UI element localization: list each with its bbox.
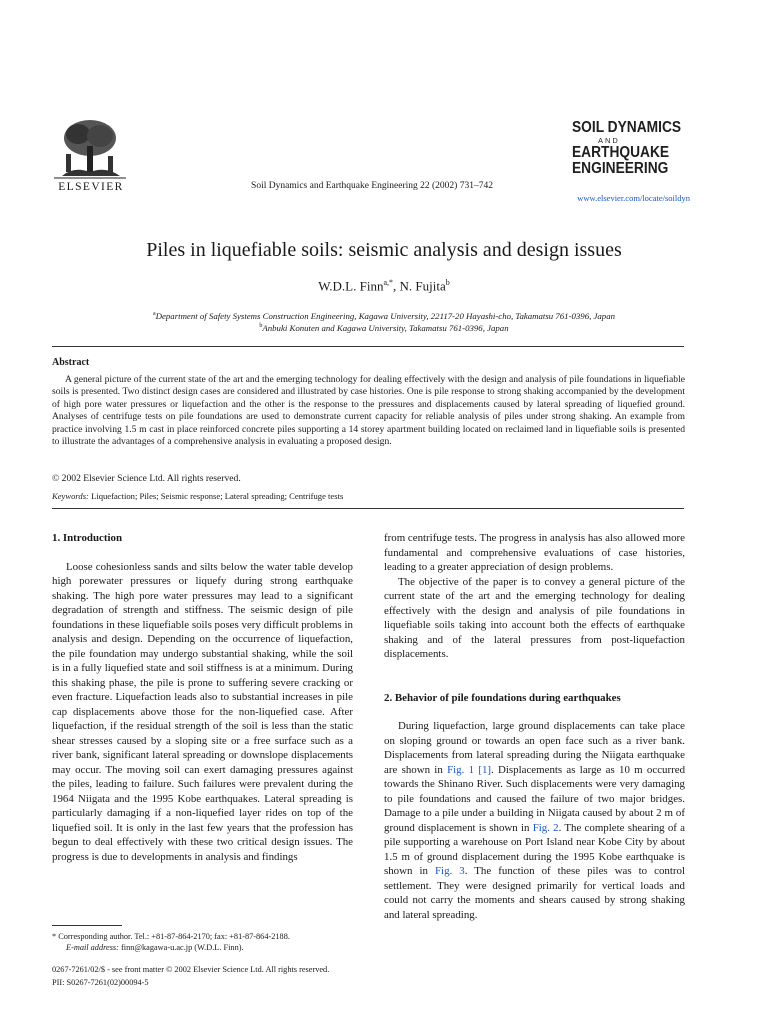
keywords-label: Keywords:	[52, 491, 89, 501]
author-2-sup: b	[445, 278, 450, 287]
author-2: N. Fujita	[399, 278, 446, 294]
fig-1-link[interactable]: Fig. 1 [1]	[447, 763, 492, 776]
footnote-corresponding	[52, 931, 372, 942]
left-column	[52, 531, 353, 864]
abstract-bottom-rule	[52, 508, 684, 509]
abstract-copyright: © 2002 Elsevier Science Ltd. All rights reserved.	[52, 473, 241, 484]
journal-url-link[interactable]: www.elsevier.com/locate/soildyn	[577, 193, 690, 203]
journal-logo-line-2: AND	[598, 136, 620, 145]
affiliation-a	[0, 311, 768, 321]
footnote-email-label: E-mail address:	[66, 943, 119, 952]
paper-title: Piles in liquefiable soils: seismic analysis and design issues	[146, 239, 622, 261]
journal-logo	[572, 120, 682, 177]
fig-2-link[interactable]: Fig. 2	[532, 821, 559, 834]
publisher-name: ELSEVIER	[58, 181, 124, 193]
author-1-sup: a,*	[383, 278, 394, 287]
footnote-email	[52, 942, 372, 953]
elsevier-tree-logo-icon	[54, 118, 126, 180]
s2-text-1: During liquefaction, large ground displacements can take place on sloping ground or towards an open face such as a river bank. Displacements from lateral spreading during the Niigata earthquake are shown in	[384, 720, 685, 776]
abstract-top-rule	[52, 346, 684, 347]
abstract-heading: Abstract	[52, 357, 90, 368]
keywords	[52, 491, 343, 501]
journal-logo-line-4: ENGINEERING	[572, 160, 669, 177]
footnote-corresponding-text: Corresponding author. Tel.: +81-87-864-2170; fax: +81-87-864-2188.	[56, 932, 290, 941]
right-column	[384, 531, 685, 922]
author-list	[0, 278, 768, 294]
author-1: W.D.L. Finn	[318, 278, 384, 294]
s2-text-3: . The complete shearing of a pile supporting a warehouse on Port Island near Kobe City by about 1.5 m of ground displacement during the 1995 Kobe earthquake is shown in	[384, 821, 685, 877]
footer-front-matter: 0267-7261/02/$ - see front matter © 2002 Elsevier Science Ltd. All rights reserved.	[52, 965, 330, 974]
s2-text-4: . The function of these piles was to control settlement. They were designed primarily for vertical loads and could not carry the moments and shears caused by strong shaking and lateral spreading.	[384, 865, 686, 921]
affiliation-a-sup: a	[152, 311, 156, 318]
footnote-star: *	[52, 932, 57, 941]
author-separator: ,	[393, 278, 400, 294]
footnote-email-address: finn@kagawa-u.ac.jp (W.D.L. Finn).	[118, 943, 244, 952]
fig-3-link[interactable]: Fig. 3	[434, 865, 465, 877]
affiliation-b	[0, 323, 768, 333]
journal-logo-line-3: EARTHQUAKE	[572, 144, 670, 161]
footnote-rule	[52, 925, 122, 926]
journal-citation: Soil Dynamics and Earthquake Engineering 22 (2002) 731–742	[251, 181, 493, 191]
right-paragraph-1: from centrifuge tests. The progress in analysis has also allowed more fundamental and comprehensive evaluations of case histories, leading to a greater appreciation of design problems.	[384, 532, 685, 573]
abstract-body: A general picture of the current state of the art and the emerging technology for dealing effectively with the design and analysis of pile foundations in liquefiable soils is presented. Two distinct design cases are considered and illustrated by case histories. One is pile response to strong shaking accompanied by the development of high pore water pressures or liquefaction and the other is the response to the pressures and displacements caused by lateral spreading of liquefied ground. Analyses of centrifuge tests on pile foundations are used to demonstrate current capacity for reliable analysis of piles under strong shaking. An example from practice involving 1.5 m cast in place reinforced concrete piles supporting a 14 storey apartment building located on reclaimed land in liquefiable soils is presented to illustrate the advantages of a comprehensive analysis in evaluating a proposed design.	[52, 374, 685, 448]
section-2-paragraph	[384, 719, 685, 922]
right-paragraph-2: The objective of the paper is to convey a general picture of the current state of the art and the emerging technology for dealing effectively with the design and analysis of pile foundations in liquefiable soils taking into account both the effects of earthquake shaking and of the lateral pressures from post-liquefaction displacements.	[384, 575, 685, 660]
journal-logo-line-1: SOIL DYNAMICS	[572, 119, 682, 136]
footnote	[52, 931, 372, 953]
section-1-paragraph: Loose cohesionless sands and silts below the water table develop high porewater pressures or liquefy during strong earthquake shaking. The high pore water pressures may lead to a significant degradation of strength and stiffness. The seismic design of pile foundations in these liquefiable soils poses very difficult problems in analysis and design. Depending on the occurrence of liquefaction, the pile foundation may undergo substantial shaking, while the soil is in a fully liquefied state and soil stiffness is at a minimum. During this shaking phase, the pile is prone to suffering severe cracking or even fracture. Liquefaction leads also to substantial increases in pile cap displacements above those for the non-liquefied case. After liquefaction, if the residual strength of the soil is less than the static shear stresses caused by a sloping site or a free surface such as a river bank, significant lateral spreading or downslope displacements may occur. The moving soil can exert damaging pressures against the piles, leading to failure. Such failures were prevalent during the 1964 Niigata and the 1995 Kobe earthquakes. Lateral spreading is particularly damaging if a non-liquefied layer rides on top of the liquefied soil. It is only in the last few years that the profession has begun to deal effectively with these two critical design issues. The progress is due to developments in analysis and findings	[52, 560, 353, 863]
affiliation-b-text: Anbuki Konuten and Kagawa University, Takamatsu 761-0396, Japan	[262, 323, 509, 333]
affiliation-b-sup: b	[259, 323, 263, 330]
footer-pii: PII: S0267-7261(02)00094-5	[52, 978, 149, 987]
s2-text-2: . Displacements as large as 10 m occurred towards the Shinano River. Such displacements were very damaging to pile foundations and caused the failure of two major bridges. Damage to a pile under a building in Niigata caused by about 2 m of ground displacement is shown in	[384, 763, 686, 834]
section-2-heading: 2. Behavior of pile foundations during earthquakes	[384, 691, 621, 704]
affiliation-a-text: Department of Safety Systems Construction Engineering, Kagawa University, 22117-20 Hayashi-cho, Takamatsu 761-0396, Japan	[155, 311, 616, 321]
keywords-text: Liquefaction; Piles; Seismic response; Lateral spreading; Centrifuge tests	[88, 491, 344, 501]
section-1-heading: 1. Introduction	[52, 532, 122, 544]
